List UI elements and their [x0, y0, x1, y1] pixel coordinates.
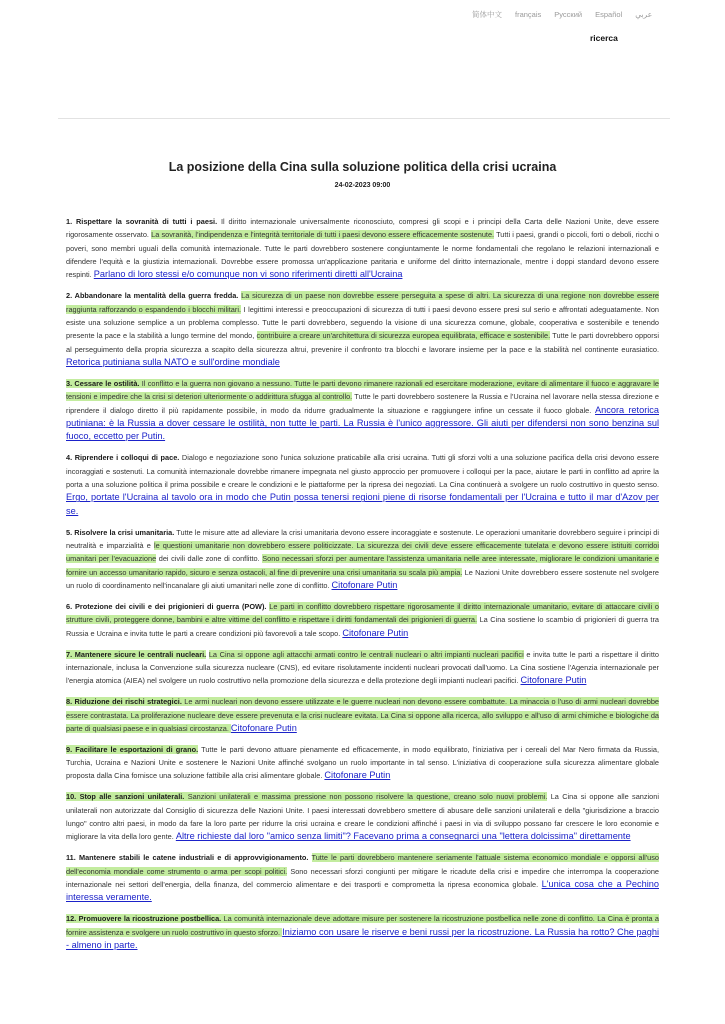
- point-text: dei civili dalle zone di conflitto.: [156, 554, 263, 564]
- point-7: [66, 648, 659, 688]
- point-text: Tutte le parti dovrebbero opporsi al perseguimento della propria sicurezza a scapito della sicurezza altrui, prevenire il confronto tra blocchi e lavorare insieme per la pace e la stabilità nel continente eurasiatico.: [66, 331, 659, 354]
- article-body: [66, 215, 659, 960]
- point-text: La Cina sostiene lo scambio di prigionieri di guerra tra Russia e Ucraina e invita tutte le parti a creare condizioni più favorevoli a tale scopo.: [66, 615, 659, 638]
- point-4: [66, 451, 659, 518]
- highlighted-text: Le armi nucleari non devono essere utilizzate e le guerre nucleari non devono essere combattute. La minaccia o l'uso di armi nucleari dovrebbe essere contrastata. La proliferazione nucleare deve essere prevenuta e la crisi nucleare evitata. La Cina si oppone alla ricerca, allo sviluppo e all'uso di armi chimiche e biologiche da parte di qualsiasi paese e in qualsiasi circostanza.: [66, 697, 659, 733]
- highlighted-text: Sanzioni unilaterali e massima pressione non possono risolvere la questione, creano solo nuovi problemi.: [184, 792, 548, 802]
- highlighted-text: Sono necessari sforzi per aumentare l'assistenza umanitaria nelle aree interessate, migliorare le condizioni umanitarie e fornire un accesso umanitario rapido, sicuro e senza ostacoli, al fine di prevenire una crisi umanitaria su scala più ampia.: [66, 554, 659, 577]
- point-heading: 12. Promuovere la ricostruzione postbellica.: [66, 914, 222, 924]
- annotation-note: L'unica cosa che a Pechino interessa veramente.: [66, 879, 659, 903]
- header-divider: [58, 118, 670, 119]
- point-text: Tutte le parti devono attuare pienamente ed efficacemente, in modo equilibrato, l'iniziativa per i cereali del Mar Nero firmata da Russia, Turchia, Ucraina e Nazioni Unite e sostenere le Nazioni Unite affinché svolgano un ruolo importante in tal senso. L'iniziativa di cooperazione sulla sicurezza alimentare globale proposta dalla Cina fornisce una soluzione fattibile alla crisi alimentare globale.: [66, 744, 659, 781]
- point-text: Dialogo e negoziazione sono l'unica soluzione praticabile alla crisi ucraina. Tutti gli sforzi volti a una soluzione pacifica della crisi devono essere incoraggiati e sostenuti. La comunità internazionale dovrebbe rimanere impegnata nel giusto approccio per promuovere i colloqui per la pace, aiutare le parti in conflitto ad aprire la porta a una soluzione politica il prima possibile e creare le condizioni e le piattaforme per la ripresa dei negoziati. La Cina continuerà a svolgere un ruolo costruttivo in questo senso.: [66, 453, 659, 489]
- annotation-note: Citofonare Putin: [230, 722, 297, 733]
- point-5: [66, 526, 659, 593]
- annotation-note: Retorica putiniana sulla NATO e sull'ordine mondiale: [66, 357, 280, 368]
- point-text: Le Nazioni Unite dovrebbero essere sostenute nel svolgere un ruolo di coordinamento nell'incanalare gli aiuti umanitari nelle zone di conflitto.: [66, 567, 659, 590]
- point-heading: 11. Mantenere stabili le catene industriali e di approvvigionamento.: [66, 853, 309, 863]
- point-heading: 10. Stop alle sanzioni unilaterali.: [66, 792, 185, 802]
- point-heading: 4. Riprendere i colloqui di pace.: [66, 453, 180, 463]
- point-2: [66, 289, 659, 369]
- highlighted-text: La comunità internazionale deve adottare misure per sostenere la ricostruzione postbellica nelle zone di conflitto. La Cina è pronta a fornire assistenza e svolgere un ruolo costruttivo in questo sforzo.: [66, 914, 659, 937]
- lang-link-ru[interactable]: Русский: [554, 10, 583, 19]
- publish-date: 24-02-2023 09:00: [334, 182, 391, 189]
- annotation-note: Parlano di loro stessi e/o comunque non vi sono riferimenti diretti all'Ucraina: [93, 269, 403, 280]
- point-text: Tutti i paesi, grandi o piccoli, forti o deboli, ricchi o poveri, sono membri uguali della comunità internazionale. Tutte le parti dovrebbero sostenere congiuntamente le norme fondamentali che regolano le relazioni internazionali e difendere l'equità e la giustizia internazionali. Dovrebbe essere promossa un'applicazione paritaria e uniforme del diritto internazionale, mentre i doppi standard devono essere respinti.: [66, 230, 659, 280]
- point-text: La Cina si oppone alle sanzioni unilaterali non autorizzate dal Consiglio di sicurezza delle Nazioni Unite. I paesi interessati dovrebbero smettere di abusare delle sanzioni unilaterali e della "giurisdizione a braccio lungo" contro altri paesi, in modo da fare la loro parte per ridurre la crisi ucraina e creare le condizioni affinché i paesi in via di sviluppo possano far crescere le loro economie e migliorare la vita della loro gente.: [66, 792, 659, 842]
- point-11: [66, 851, 659, 904]
- highlighted-text: Il conflitto e la guerra non giovano a nessuno. Tutte le parti devono rimanere razionali ed esercitare moderazione, evitare di alimentare il fuoco e aggravare le tensioni e impedire che la crisi si deteriori ulteriormente o addirittura sfugga al controllo.: [66, 378, 659, 402]
- point-8: [66, 695, 659, 735]
- point-6: [66, 600, 659, 640]
- highlighted-text: La sovranità, l'indipendenza e l'integrità territoriale di tutti i paesi devono essere efficacemente sostenute.: [151, 230, 495, 240]
- point-text: e invita tutte le parti a rispettare il diritto internazionale, inclusa la Convenzione sulla sicurezza nucleare (CNS), ed evitare risolutamente incidenti nucleari provocati dall'uomo. La Cina sostiene l'Agenzia internazionale per l'energia atomica (AIEA) nel svolgere un ruolo costruttivo nella promozione della sicurezza e della protezione degli impianti nucleari pacifici.: [66, 649, 659, 686]
- point-heading: 7. Mantenere sicure le centrali nucleari.: [66, 649, 207, 659]
- highlighted-text: Tutte le parti dovrebbero mantenere seriamente l'attuale sistema economico mondiale e opporsi all'uso dell'economia mondiale come strumento o arma per scopi politici.: [66, 853, 660, 876]
- point-text: Tutte le parti dovrebbero sostenere la Russia e l'Ucraina nel lavorare nella stessa direzione e riprendere il dialogo diretto il più rapidamente possibile, in modo da ridurre gradualmente la situazione e raggiungere infine un cessate il fuoco globale.: [66, 392, 659, 415]
- point-text: Tutte le misure atte ad alleviare la crisi umanitaria devono essere incoraggiate e sostenute. Le operazioni umanitarie dovrebbero seguire i principi di neutralità e imparzialità e: [66, 527, 659, 550]
- point-heading: 9. Facilitare le esportazioni di grano.: [66, 744, 199, 754]
- lang-link-fr[interactable]: français: [515, 10, 542, 19]
- point-text: I legittimi interessi e preoccupazioni di sicurezza di tutti i paesi devono essere presi sul serio e affrontati adeguatamente. Non esiste una soluzione semplice a un problema complesso. Tutte le parti dovrebbero, seguendo la visione di una sicurezza comune, globale, cooperativa e sostenibile e tenendo presente la pace e la stabilità a lungo termine del mondo,: [66, 304, 659, 341]
- annotation-note: Citofonare Putin: [520, 675, 587, 686]
- lang-link-ar[interactable]: عربي: [635, 10, 653, 19]
- point-9: [66, 743, 659, 783]
- highlighted-text: contribuire a creare un'architettura di sicurezza europea equilibrata, efficace e sostenibile.: [256, 331, 551, 341]
- point-text: Il diritto internazionale universalmente riconosciuto, compresi gli scopi e i principi della Carta delle Nazioni Unite, deve essere rigorosamente osservato.: [66, 217, 659, 240]
- annotation-note: Ergo, portate l'Ucraina al tavolo ora in modo che Putin possa tenersi regioni piene di risorse fondamentali per l'Ucraina e tutto il mar d'Azov per se.: [66, 492, 659, 516]
- highlighted-text: le questioni umanitarie non dovrebbero essere politicizzate. La sicurezza dei civili deve essere efficacemente tutelata e devono essere istituiti corridoi umanitari per l'evacuazione: [66, 540, 659, 564]
- language-bar: [472, 9, 665, 20]
- point-heading: 5. Risolvere la crisi umanitaria.: [66, 527, 175, 537]
- point-3: [66, 377, 659, 444]
- highlighted-text: Le parti in conflitto dovrebbero rispettare rigorosamente il diritto internazionale umanitario, evitare di attaccare civili o strutture civili, proteggere donne, bambini e altre vittime del conflitto e rispettare i diritti fondamentali dei prigionieri di guerra.: [66, 601, 659, 625]
- search-link[interactable]: ricerca: [590, 33, 618, 43]
- point-heading: 8. Riduzione dei rischi strategici.: [66, 697, 182, 707]
- annotation-note: Iniziamo con usare le riserve e beni russi per la ricostruzione. La Russia ha rotto? Che paghi - almeno in parte.: [66, 926, 660, 951]
- highlighted-text: La sicurezza di un paese non dovrebbe essere perseguita a spese di altri. La sicurezza di una regione non dovrebbe essere raggiunta rafforzando o espandendo i blocchi militari.: [66, 291, 659, 314]
- point-1: [66, 215, 659, 282]
- point-10: [66, 790, 659, 843]
- annotation-note: Citofonare Putin: [342, 627, 409, 638]
- point-12: [66, 912, 659, 952]
- highlighted-text: La Cina si oppone agli attacchi armati contro le centrali nucleari o altri impianti nucleari pacifici: [208, 649, 524, 659]
- page-title: La posizione della Cina sulla soluzione politica della crisi ucraina: [168, 160, 557, 174]
- point-heading: 6. Protezione dei civili e dei prigionieri di guerra (POW).: [66, 601, 267, 611]
- annotation-note: Citofonare Putin: [331, 579, 398, 590]
- point-text: Sono necessari sforzi congiunti per mitigare le ricadute della crisi e impedire che interrompa la cooperazione internazionale nei settori dell'energia, della finanza, del commercio alimentare e dei trasporti e comprometta la ripresa economica globale.: [66, 866, 659, 890]
- point-heading: 1. Rispettare la sovranità di tutti i paesi.: [66, 217, 218, 226]
- point-heading: 2. Abbandonare la mentalità della guerra fredda.: [66, 291, 239, 301]
- annotation-note: Altre richieste dal loro "amico senza limiti"? Facevano prima a consegnarci una "lettera dolcissima" direttamente: [175, 831, 631, 842]
- annotation-note: Citofonare Putin: [324, 770, 391, 781]
- lang-link-es[interactable]: Español: [595, 10, 623, 19]
- point-heading: 3. Cessare le ostilità.: [66, 378, 140, 388]
- annotation-note: Ancora retorica putiniana: è la Russia a dover cessare le ostilità, non tutte le parti. La Russia è l'unico aggressore. Gli aiuti per difendersi non sono benzina sul fuoco, eccetto per Putin.: [66, 404, 659, 442]
- lang-link-zh[interactable]: 简体中文: [472, 10, 502, 19]
